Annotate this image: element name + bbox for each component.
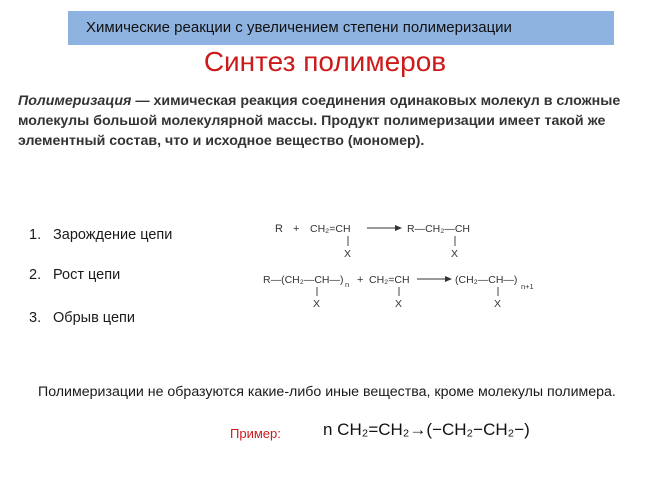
step-number: 1.: [29, 227, 42, 243]
step-propagation: [29, 267, 120, 283]
scheme-plus: +: [293, 223, 300, 235]
example-label: Пример:: [230, 426, 281, 441]
step-initiation: [29, 227, 172, 243]
scheme-chain-left: R—(CH₂—CH—): [263, 274, 344, 286]
step-label: Обрыв цепи: [53, 310, 135, 326]
definition-paragraph: [18, 91, 628, 151]
example-formula: n CH₂=CH₂→(−CH₂−CH₂−): [323, 420, 530, 439]
scheme-x: X: [395, 298, 403, 310]
reaction-scheme: [255, 210, 545, 315]
note-paragraph: Полимеризации не образуются какие-либо иные вещества, кроме молекулы полимера.: [38, 384, 616, 400]
scheme-radical: R—CH₂—CH: [407, 223, 470, 235]
scheme-r: R: [275, 223, 283, 235]
step-termination: [29, 310, 135, 326]
scheme-n: n: [345, 280, 350, 289]
scheme-monomer: CH₂=CH: [310, 223, 351, 235]
header-text: Химические реакции с увеличением степени полимеризации: [86, 19, 512, 36]
scheme-x: X: [494, 298, 502, 310]
page-title: Синтез полимеров: [203, 46, 447, 77]
header-band: [68, 11, 614, 45]
scheme-x: X: [451, 248, 459, 260]
scheme-x: X: [313, 298, 321, 310]
step-label: Зарождение цепи: [53, 227, 173, 243]
scheme-n-plus-1: n+1: [521, 282, 534, 291]
scheme-plus: +: [357, 274, 364, 286]
definition-text: — химическая реакция соединения одинаковых молекул в сложные молекулы большой молекулярной массы. Продукт полимеризации имеет такой же элементный состав, что и исходное вещество (мономер).: [18, 93, 621, 149]
definition-term: Полимеризация: [18, 93, 132, 109]
scheme-chain-right: (CH₂—CH—): [455, 274, 518, 286]
scheme-x: X: [344, 248, 352, 260]
step-label: Рост цепи: [53, 267, 121, 283]
step-number: 2.: [29, 267, 42, 283]
step-number: 3.: [29, 310, 42, 326]
scheme-monomer: CH₂=CH: [369, 274, 410, 286]
